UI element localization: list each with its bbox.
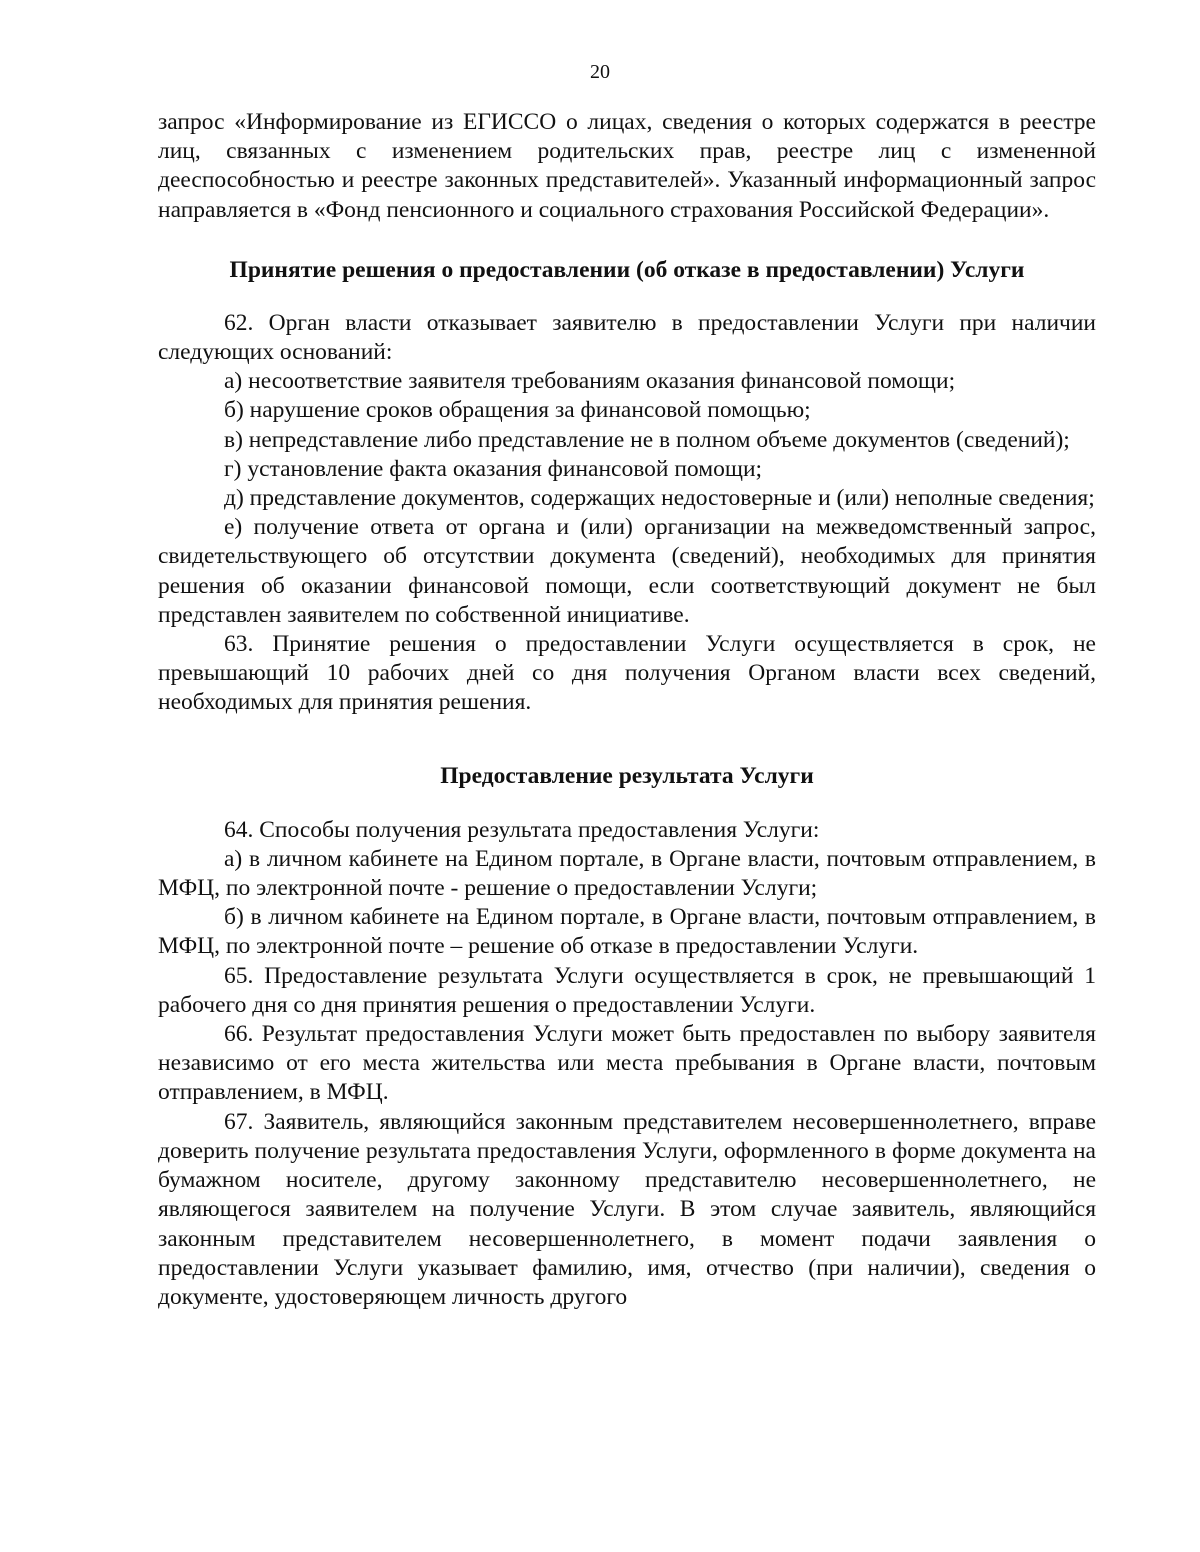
list-item-g: г) установление факта оказания финансовой помощи; xyxy=(224,455,763,482)
intro-paragraph: запрос «Информирование из ЕГИССО о лицах, сведения о которых содержатся в реестре лиц, связанных с изменением родительских прав, реестре лиц с измененной дееспособностью и реестре законных представителей». Указанный информационный запрос направляется в «Фонд пенсионного и социального страхования Российской Федерации». xyxy=(158,109,1096,223)
section-heading-result: Предоставление результата Услуги xyxy=(440,762,814,789)
list-item-v: в) непредставление либо представление не в полном объеме документов (сведений); xyxy=(224,426,1070,453)
paragraph-64: 64. Способы получения результата предоставления Услуги: xyxy=(224,816,820,843)
paragraph-67: 67. Заявитель, являющийся законным представителем несовершеннолетнего, вправе доверить получение результата предоставления Услуги, оформленного в форме документа на бумажном носителе, другому законному представителю несовершеннолетнего, не являющегося заявителем на получение Услуги. В этом случае заявитель, являющийся законным представителем несовершеннолетнего, в момент подачи заявления о предоставлении Услуги указывает фамилию, имя, отчество (при наличии), сведения о документе, удостоверяющем личность другого xyxy=(158,1108,1096,1310)
document-body xyxy=(158,108,1096,1312)
list-item-e: е) получение ответа от органа и (или) организации на межведомственный запрос, свидетельствующего об отсутствии документа (сведений), необходимых для принятия решения об оказании финансовой помощи, если соответствующий документ не был представлен заявителем по собственной инициативе. xyxy=(158,514,1096,628)
list-item-a: а) в личном кабинете на Едином портале, в Органе власти, почтовым отправлением, в МФЦ, по электронной почте - решение о предоставлении Услуги; xyxy=(158,845,1096,902)
page-number: 20 xyxy=(590,61,610,83)
list-item-b: б) нарушение сроков обращения за финансовой помощью; xyxy=(224,397,811,424)
list-item-a: а) несоответствие заявителя требованиям оказания финансовой помощи; xyxy=(224,368,956,395)
paragraph-63: 63. Принятие решения о предоставлении Услуги осуществляется в срок, не превышающий 10 рабочих дней со дня получения Органом власти всех сведений, необходимых для принятия решения. xyxy=(158,631,1096,716)
paragraph-65: 65. Предоставление результата Услуги осуществляется в срок, не превышающий 1 рабочего дня со дня принятия решения о предоставлении Услуги. xyxy=(158,962,1096,1018)
paragraph-62: 62. Орган власти отказывает заявителю в предоставлении Услуги при наличии следующих оснований: xyxy=(158,309,1096,366)
list-item-b: б) в личном кабинете на Едином портале, в Органе власти, почтовым отправлением, в МФЦ, по электронной почте – решение об отказе в предоставлении Услуги. xyxy=(158,904,1096,960)
section-heading-decision: Принятие решения о предоставлении (об отказе в предоставлении) Услуги xyxy=(229,256,1025,283)
paragraph-66: 66. Результат предоставления Услуги может быть предоставлен по выбору заявителя независимо от его места жительства или места пребывания в Органе власти, почтовым отправлением, в МФЦ. xyxy=(158,1021,1096,1106)
list-item-d: д) представление документов, содержащих недостоверные и (или) неполные сведения; xyxy=(224,485,1095,512)
